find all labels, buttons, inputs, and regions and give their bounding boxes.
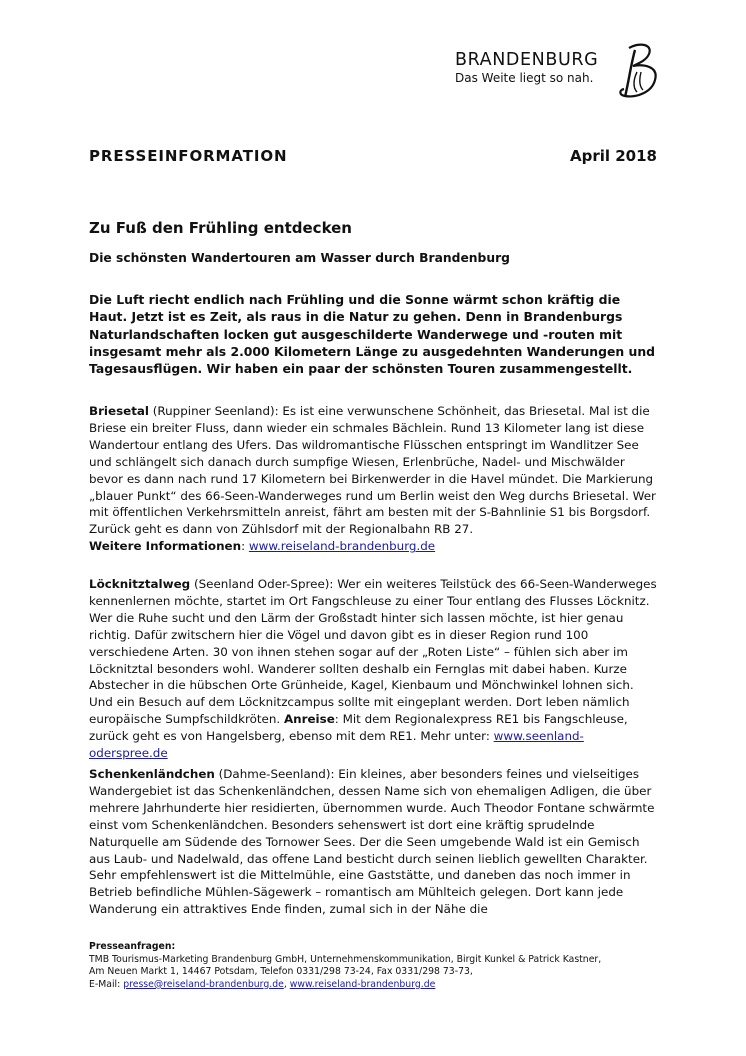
section-body: Ein kleines, aber besonders feines und vielseitiges Wandergebiet ist das Schenkenländchen, dessen Name sich von ehemaligen Adligen, die über mehrere Jahrhunderte hier residierten, übernommen wurde. Auch Theodor Fontane schwärmte einst vom Schenkenländchen. Besonders sehenswert ist dort eine kräftig sprudelnde Naturquelle am Südende des Tornower Sees. Der die Seen umgebende Wald ist ein Gemisch aus Laub- und Nadelwald, das offene Land besticht durch seinen lieblich gewellten Charakter. Sehr empfehlenswert ist die Mittelmühle, eine Gaststätte, und daneben das noch immer in Betrieb befindliche Mühlen-Sägewerk – romantisch am Mühlteich gelegen. Dort kann jede Wanderung ein attraktives Ende finden, zumal sich in der Nähe die [89,767,655,917]
separator: , [283,978,290,990]
website-link[interactable]: www.reiseland-brandenburg.de [289,978,436,990]
section-name: Löcknitztalweg [89,577,191,591]
footer-line-address: Am Neuen Markt 1, 14467 Potsdam, Telefon 0331/298 73-24, Fax 0331/298 73-73, [89,966,473,978]
press-contact-footer [89,941,669,991]
press-header [89,147,657,165]
press-label: PRESSEINFORMATION [89,147,288,165]
section-briesetal [89,403,661,555]
lead-paragraph: Die Luft riecht endlich nach Frühling und die Sonne wärmt schon kräftig die Haut. Jetzt ist es Zeit, als raus in die Natur zu gehen. Denn in Brandenburgs Naturlandschaften locken gut ausgeschilderte Wanderwege und -routen mit insgesamt mehr als 2.000 Kilometern Länge zu ausgedehnten Wanderungen und Tagesausflügen. Wir haben ein paar der schönsten Touren zusammengestellt. [89,292,656,377]
link-seenland[interactable]: www.seenland-oderspree.de [89,729,584,761]
more-info-label: Weitere Informationen [89,539,242,554]
footer-line-company: TMB Tourismus-Marketing Brandenburg GmbH, Unternehmenskommunikation, Birgit Kunkel & Patrick Kastner, [89,953,602,965]
section-region: (Dahme-Seenland): [214,767,339,781]
brand-name: BRANDENBURG [455,50,599,70]
section-region: (Ruppiner Seenland): [149,404,283,418]
anreise-label: Anreise [283,712,335,727]
email-link[interactable]: presse@reiseland-brandenburg.de [123,978,284,990]
brand-tagline: Das Weite liegt so nah. [455,71,594,85]
section-loecknitztal [89,576,661,762]
section-name: Briesetal [89,404,149,418]
page-title: Zu Fuß den Frühling entdecken [89,219,352,237]
press-date: April 2018 [570,147,657,165]
email-label: E-Mail: [89,978,124,990]
footer-line-contact [89,979,669,992]
brand-logo [455,42,665,102]
separator: : [241,539,249,554]
section-name: Schenkenländchen [89,767,215,781]
section-body: Es ist eine verwunschene Schönheit, das Briesetal. Mal ist die Briese ein breiter Fluss, dann wieder ein schmales Bächlein. Rund 13 Kilometer lang ist diese Wandertour entlang des Ufers. Das wildromantische Flüsschen entspringt im Wandlitzer See und schlängelt sich danach durch sumpfige Wiesen, Erlenbrüche, Nadel- und Mischwälder bevor es dann nach rund 17 Kilometern bei Birkenwerder in die Havel mündet. Die Markierung „blauer Punkt“ des 66-Seen-Wanderweges rund um Berlin weist den Weg durchs Briesetal. Wer mit öffentlichen Verkehrsmitteln anreist, fährt am besten mit der S-Bahnlinie S1 bis Borgsdorf. Zurück geht es dann von Zühlsdorf mit der Regionalbahn RB 27. [89,404,656,537]
section-schenkenlaendchen [89,766,661,918]
brandenburg-b-logo-icon [615,42,663,102]
footer-heading: Presseanfragen: [89,941,176,952]
anreise-text: : Mit dem Regionalexpress RE1 bis Fangschleuse, zurück geht es von Hangelsberg, ebenso mit dem RE1. Mehr unter: [89,712,628,744]
section-region: (Seenland Oder-Spree): [190,577,338,591]
section-body: Wer ein weiteres Teilstück des 66-Seen-Wanderweges kennenlernen möchte, startet im Ort Fangschleuse zu einer Tour entlang des Flusses Löcknitz. Wer die Ruhe sucht und den Lärm der Großstadt hinter sich lassen möchte, ist hier genau richtig. Dafür zwitschern hier die Vögel und davon gibt es in dieser Region rund 100 verschiedene Arten. 30 von ihnen stehen sogar auf der „Roten Liste“ – fühlen sich aber im Löcknitztal besonders wohl. Wanderer sollten deshalb ein Fernglas mit dabei haben. Kurze Abstecher in die hübschen Orte Grünheide, Kagel, Kienbaum und Mönchwinkel lohnen sich. Und ein Besuch auf dem Löcknitzcampus sollte mit eingeplant werden. Dort leben nämlich europäische Sumpfschildkröten. [89,577,657,727]
page-subtitle: Die schönsten Wandertouren am Wasser durch Brandenburg [89,251,510,265]
link-reiseland[interactable]: www.reiseland-brandenburg.de [248,539,436,554]
